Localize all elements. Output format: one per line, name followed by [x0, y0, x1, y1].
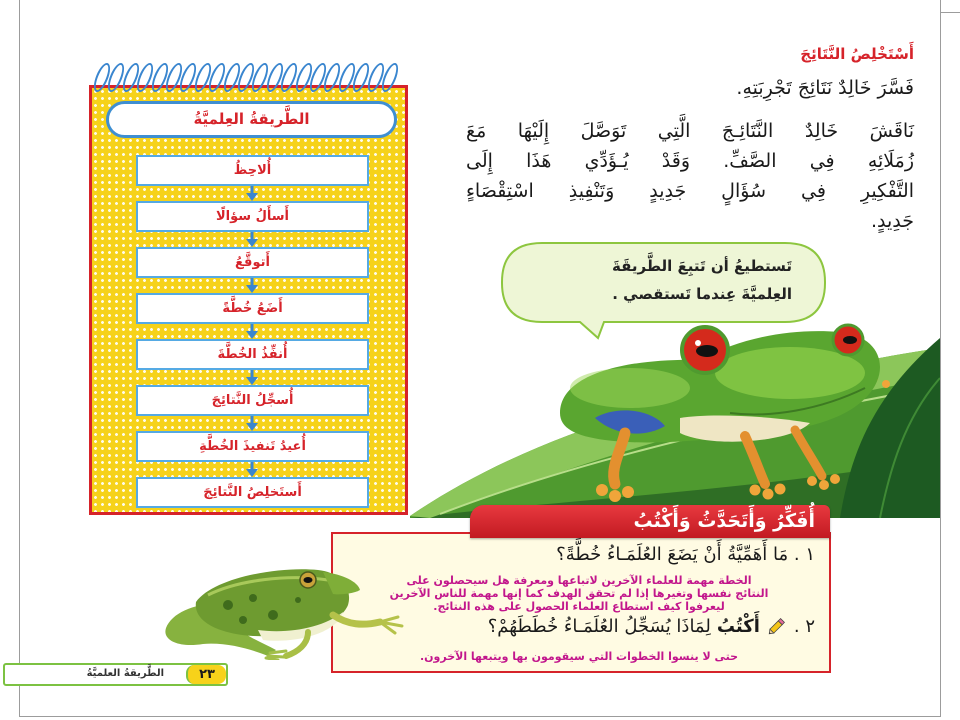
method-step-execute: أُنفِّذُ الخُطَّةَ: [136, 339, 369, 370]
crop-mark: [940, 12, 960, 13]
paragraph-line: التَّفْكِيرِ فِي سُؤَالٍ جَدِيدٍ وَتَنْفِيذِ اسْتِقْصَاءٍ: [466, 180, 914, 202]
paragraph-line: نَاقَشَ خَالِدٌ النَّتَائِـجَ الَّتِي تَوَصَّلَ إِلَيْهَا مَعَ: [466, 120, 914, 142]
answer-line: ليعرفوا كيف استطاع العلماء الحصول على هذه النتائج.: [433, 600, 725, 613]
paragraph-line: جَدِيدٍ.: [870, 210, 914, 232]
answer-line: حتى لا ينسوا الخطوات التي سيقومون بها ويتبعها الآخرون.: [419, 650, 739, 663]
arrow-down-icon: [245, 232, 259, 247]
method-step-predict: أَتوقَّعُ: [136, 247, 369, 278]
method-step-observe: أُلاحِظُ: [136, 155, 369, 186]
method-step-conclude: أَستَخلِصُ النَّتائِجَ: [136, 477, 369, 508]
write-label: أَكْتُبُ: [716, 615, 760, 637]
method-step-repeat: أُعيدُ تَنفيذَ الخُطَّةِ: [136, 431, 369, 462]
notebook-spiral: [96, 60, 398, 96]
arrow-down-icon: [245, 416, 259, 431]
arrow-down-icon: [245, 462, 259, 477]
question-2: [488, 615, 815, 637]
speech-bubble-line: العِلميَّةَ عِندما تَستقصي .: [612, 285, 792, 303]
arrow-down-icon: [245, 370, 259, 385]
section-heading: أَسْتَخْلِصُ النَّتَائِجَ: [800, 45, 914, 63]
question-text: لِمَاذَا يُسَجِّلُ العُلَمَـاءُ خُطَطَهُمْ؟: [487, 615, 711, 637]
page-footer: [3, 663, 228, 686]
pencil-icon: [766, 615, 788, 637]
section-intro: فَسَّرَ خَالِدٌ نَتَائِجَ تَجْرِبَتِهِ.: [736, 77, 914, 99]
tree-frog-illustration: [410, 318, 940, 518]
question-number: ١ .: [793, 544, 815, 565]
question-text: مَا أَهَمِّيَّةُ أَنْ يَضَعَ العُلَمَـاءُ خُطَّةً؟: [556, 544, 789, 565]
method-step-ask: أَسأَلُ سؤالًا: [136, 201, 369, 232]
notebook-title: الطَّريقةُ العِلميَّةُ: [106, 101, 397, 138]
arrow-down-icon: [245, 324, 259, 339]
arrow-down-icon: [245, 278, 259, 293]
question-number: ٢ .: [793, 615, 815, 637]
method-step-record: أُسجِّلُ النَّتائِجَ: [136, 385, 369, 416]
paragraph-line: زُمَلَائِهِ فِي الصَّفِّ. وَقَدْ يُـؤَدِّي هَذَا إِلَى: [466, 150, 914, 172]
method-step-plan: أَضَعُ خُطَّةً: [136, 293, 369, 324]
answer-line: النتائج نفسها وتغيرها إذا لم تحقق الهدف كما إنها مهمة للناس الآخرين: [389, 587, 769, 600]
activity-header-title: أُفَكِّرُ وَأَتَحَدَّثُ وَأَكْتُبُ: [633, 510, 815, 532]
arrow-down-icon: [245, 186, 259, 201]
speech-bubble-line: تَستطيعُ أن تَتبِعَ الطَّريقَةَ: [612, 257, 792, 275]
page-number: ٢٣: [186, 665, 226, 684]
answer-line: الخطة مهمة للعلماء الآخرين لاتباعها ومعرفة هل سيحصلون على: [406, 574, 752, 587]
question-1: [556, 544, 815, 565]
green-frog-illustration: [158, 560, 418, 660]
footer-chapter-title: الطَّريقةُ العلميَّةُ: [86, 668, 164, 679]
